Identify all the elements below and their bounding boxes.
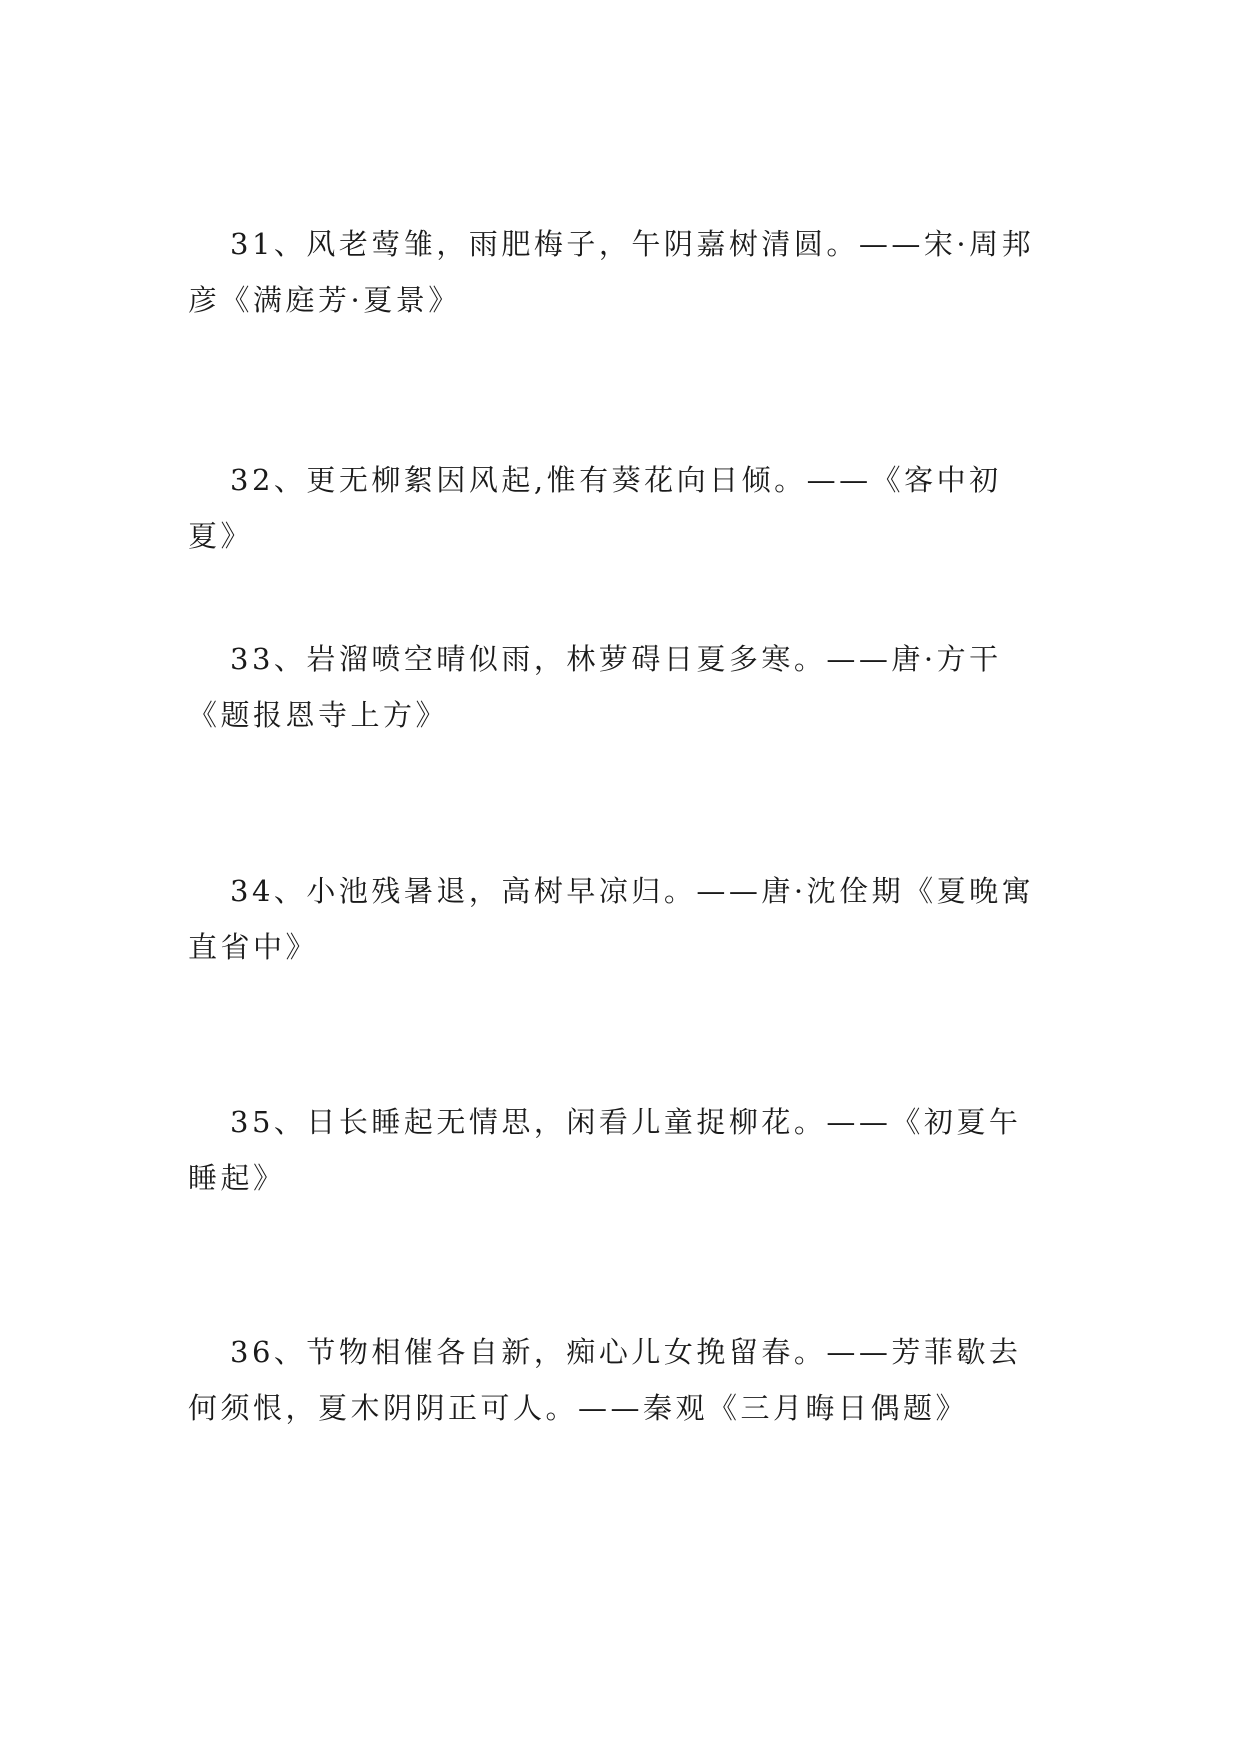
poem-entry-31: 31、风老莺雏，雨肥梅子，午阴嘉树清圆。——宋·周邦彦《满庭芳·夏景》 [188,227,1035,317]
poem-entry-36: 36、节物相催各自新，痴心儿女挽留春。——芳菲歇去何须恨，夏木阴阴正可人。——秦观《三月晦日偶题》 [188,1335,1022,1425]
poem-entry-32: 32、更无柳絮因风起,惟有葵花向日倾。——《客中初夏》 [188,463,1002,553]
poem-entry-33: 33、岩溜喷空晴似雨，林萝碍日夏多寒。——唐·方干《题报恩寺上方》 [188,642,1002,732]
poem-entry-34: 34、小池残暑退，高树早凉归。——唐·沈佺期《夏晚寓直省中》 [188,874,1035,964]
poem-entry-35: 35、日长睡起无情思，闲看儿童捉柳花。——《初夏午睡起》 [188,1105,1022,1195]
